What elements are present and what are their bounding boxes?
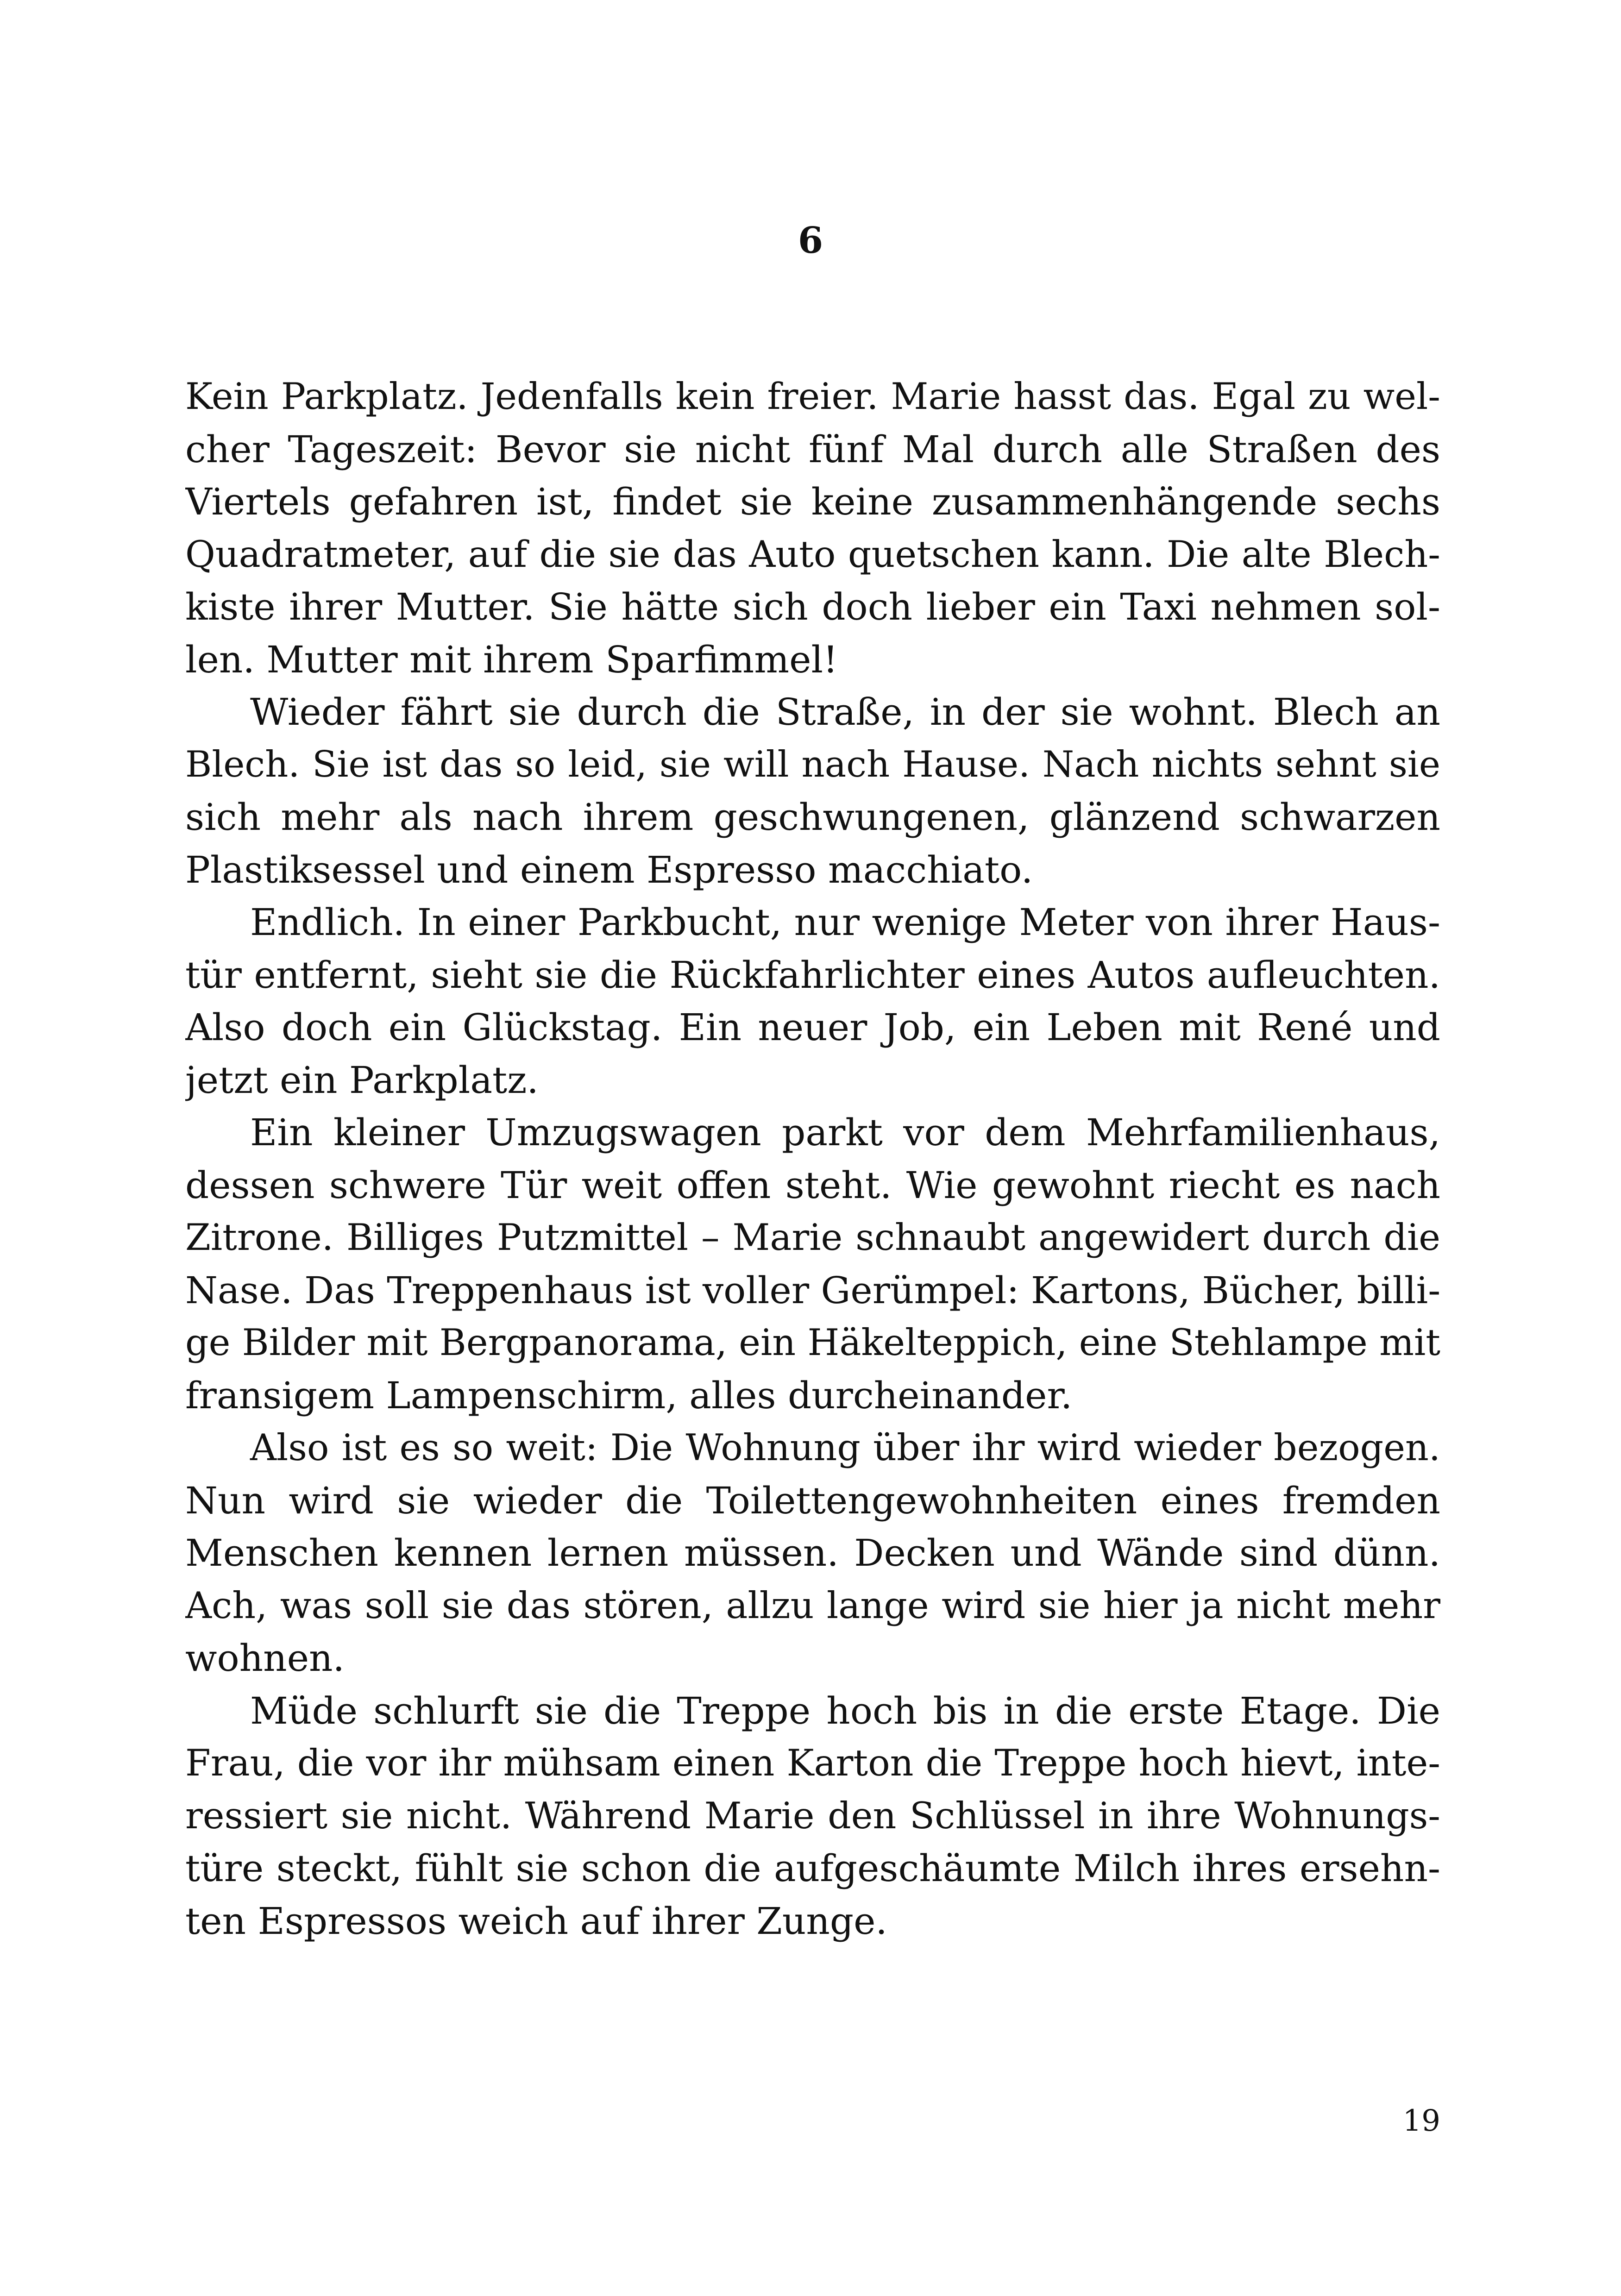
text-line: Müde schlurft sie die Treppe hoch bis in die erste Etage. Die xyxy=(250,1689,1440,1732)
text-line: Ach, was soll sie das stören, allzu lange wird sie hier ja nicht mehr xyxy=(185,1584,1440,1627)
text-line: tür entfernt, sieht sie die Rückfahrlichter eines Autos aufleuchten. xyxy=(185,953,1440,997)
text-line: ressiert sie nicht. Während Marie den Schlüssel in ihre Wohnungs- xyxy=(185,1794,1440,1837)
paragraph xyxy=(185,1685,1440,1948)
text-line: fransigem Lampenschirm, alles durcheinander. xyxy=(185,1374,1073,1417)
chapter-body-text xyxy=(185,370,1440,1947)
paragraph xyxy=(185,1422,1440,1685)
text-line: Viertels gefahren ist, findet sie keine zusammenhängende sechs xyxy=(185,480,1440,523)
text-line: Nase. Das Treppenhaus ist voller Gerümpel: Kartons, Bücher, billi- xyxy=(185,1268,1440,1312)
text-line: Zitrone. Billiges Putzmittel – Marie schnaubt angewidert durch die xyxy=(185,1216,1440,1259)
text-line: Frau, die vor ihr mühsam einen Karton die Treppe hoch hievt, inte- xyxy=(185,1742,1440,1784)
text-line: wohnen. xyxy=(185,1637,345,1680)
text-line: Nun wird sie wieder die Toilettengewohnheiten eines fremden xyxy=(185,1479,1440,1522)
text-line: türe steckt, fühlt sie schon die aufgeschäumte Milch ihres ersehn- xyxy=(185,1847,1440,1890)
text-line: dessen schwere Tür weit offen steht. Wie gewohnt riecht es nach xyxy=(185,1163,1440,1207)
text-line: Blech. Sie ist das so leid, sie will nach Hause. Nach nichts sehnt sie xyxy=(185,743,1440,785)
text-line: Plastiksessel und einem Espresso macchiato. xyxy=(185,848,1033,891)
text-line: ge Bilder mit Bergpanorama, ein Häkelteppich, eine Stehlampe mit xyxy=(185,1321,1440,1364)
text-line: Quadratmeter, auf die sie das Auto quetschen kann. Die alte Blech- xyxy=(185,533,1440,576)
text-line: Endlich. In einer Parkbucht, nur wenige Meter von ihrer Haus- xyxy=(250,901,1440,944)
text-line: jetzt ein Parkplatz. xyxy=(185,1058,539,1102)
text-line: sich mehr als nach ihrem geschwungenen, glänzend schwarzen xyxy=(185,796,1440,839)
text-line: Wieder fährt sie durch die Straße, in der sie wohnt. Blech an xyxy=(250,690,1440,734)
page-number: 19 xyxy=(1402,2104,1440,2138)
text-line: kiste ihrer Mutter. Sie hätte sich doch lieber ein Taxi nehmen sol- xyxy=(185,585,1440,628)
text-line: ten Espressos weich auf ihrer Zunge. xyxy=(185,1899,887,1943)
paragraph xyxy=(185,896,1440,1106)
text-line: Also doch ein Glückstag. Ein neuer Job, ein Leben mit René und xyxy=(185,1006,1440,1049)
text-line: Kein Parkplatz. Jedenfalls kein freier. Marie hasst das. Egal zu wel- xyxy=(185,375,1440,418)
text-line: Menschen kennen lernen müssen. Decken und Wände sind dünn. xyxy=(185,1531,1440,1575)
text-line: Ein kleiner Umzugswagen parkt vor dem Mehrfamilienhaus, xyxy=(250,1111,1440,1154)
text-line: len. Mutter mit ihrem Sparfimmel! xyxy=(185,638,838,681)
text-line: cher Tageszeit: Bevor sie nicht fünf Mal durch alle Straßen des xyxy=(185,427,1440,471)
paragraph xyxy=(185,686,1440,896)
chapter-number: 6 xyxy=(798,220,823,262)
text-line: Also ist es so weit: Die Wohnung über ihr wird wieder bezogen. xyxy=(250,1426,1440,1469)
paragraph xyxy=(185,370,1440,686)
paragraph xyxy=(185,1106,1440,1422)
